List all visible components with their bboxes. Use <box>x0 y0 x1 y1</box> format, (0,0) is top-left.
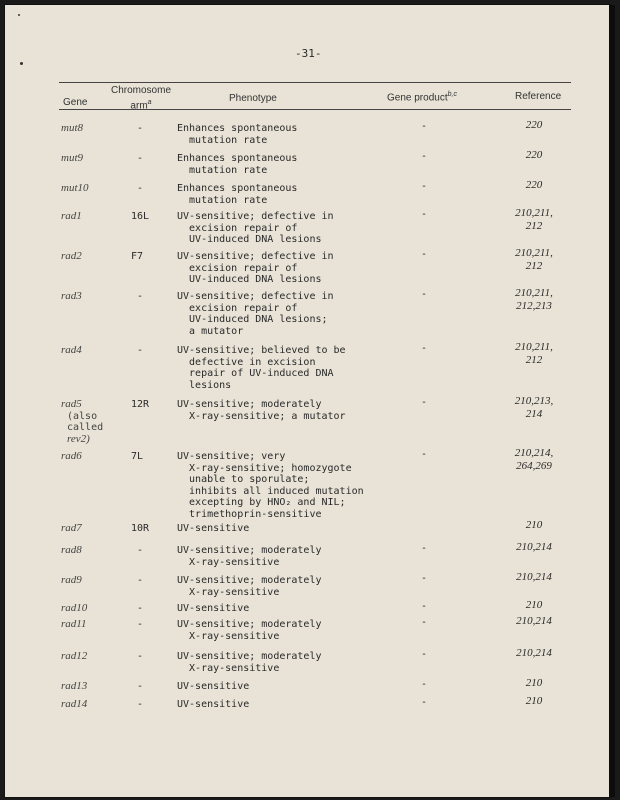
col-header-gene-product <box>387 91 457 103</box>
gene-product: - <box>421 289 428 300</box>
phenotype <box>177 651 322 674</box>
phenotype-line: Enhances spontaneous <box>177 183 298 194</box>
gene-name-line: rad10 <box>61 602 88 614</box>
col-header-product-label: Gene product <box>387 92 448 104</box>
phenotype <box>177 251 334 286</box>
reference-line: 210,214 <box>516 571 552 583</box>
gene-name-line: mut9 <box>61 152 83 164</box>
gene-product: - <box>421 249 428 260</box>
reference <box>503 571 565 584</box>
gene-name <box>61 211 82 223</box>
reference-line: 212 <box>525 219 543 232</box>
reference-line: 210 <box>525 695 543 707</box>
gene-name-line: rad2 <box>61 250 82 262</box>
gene-name-line: rad14 <box>61 698 88 710</box>
col-header-phenotype: Phenotype <box>229 93 277 104</box>
gene-name-line: rad4 <box>61 344 82 356</box>
phenotype <box>177 153 297 176</box>
phenotype-line: UV-induced DNA lesions; <box>177 314 328 325</box>
phenotype-line: UV-sensitive; defective in <box>177 211 334 222</box>
phenotype <box>177 211 334 246</box>
gene-product: - <box>421 449 428 460</box>
phenotype-line: UV-sensitive <box>177 523 250 534</box>
chromosome-arm: - <box>137 699 144 710</box>
chromosome-arm: - <box>137 123 144 134</box>
reference-line: 212,213 <box>516 299 552 312</box>
chromosome-arm: - <box>137 619 144 630</box>
gene-name-line: rad6 <box>61 450 82 462</box>
gene-name <box>61 123 83 135</box>
phenotype-line: UV-induced DNA lesions <box>177 234 322 245</box>
chromosome-arm: 10R <box>131 523 150 534</box>
phenotype-line: inhibits all induced mutation <box>177 485 364 497</box>
gene-name-line: rev2) <box>67 432 90 445</box>
gene-product: - <box>421 343 428 354</box>
phenotype-line: UV-induced DNA lesions <box>177 274 322 285</box>
reference-line: 220 <box>525 179 543 191</box>
gene-name <box>61 251 82 263</box>
gene-name <box>61 451 82 463</box>
punch-mark <box>18 14 20 16</box>
gene-product: - <box>421 617 428 628</box>
gene-name-line: rad12 <box>61 650 88 662</box>
gene-name-line: rad1 <box>61 210 82 222</box>
punch-mark <box>20 62 23 65</box>
reference-line: 210,211, <box>515 247 553 259</box>
gene-product: - <box>421 679 428 690</box>
reference <box>503 647 565 660</box>
phenotype-line: UV-sensitive; defective in <box>177 251 334 262</box>
chromosome-arm: F7 <box>131 251 144 262</box>
reference-line: 220 <box>525 149 543 161</box>
phenotype-line: UV-sensitive <box>177 603 250 614</box>
reference <box>503 541 565 554</box>
gene-product: - <box>421 601 428 612</box>
col-header-arm-line1: Chromosome <box>110 85 172 96</box>
gene-name <box>61 545 82 557</box>
reference-line: 210 <box>525 677 543 689</box>
reference <box>503 677 565 690</box>
gene-name <box>61 153 83 165</box>
chromosome-arm: - <box>137 183 144 194</box>
reference-line: 214 <box>525 407 543 420</box>
chromosome-arm: - <box>137 681 144 692</box>
phenotype <box>177 183 297 206</box>
chromosome-arm: - <box>137 291 144 302</box>
phenotype-line: UV-sensitive; moderately <box>177 619 322 630</box>
reference <box>503 599 565 612</box>
chromosome-arm: - <box>137 153 144 164</box>
table-header-rule <box>59 109 571 110</box>
gene-name-line: rad3 <box>61 290 82 302</box>
phenotype-line: mutation rate <box>177 194 268 206</box>
gene-product: - <box>421 543 428 554</box>
page-edge <box>609 5 615 797</box>
gene-name <box>61 183 89 195</box>
phenotype-line: X-ray-sensitive; a mutator <box>177 410 346 422</box>
reference-line: 210,211, <box>515 341 553 353</box>
gene-name <box>61 291 82 303</box>
reference-line: 210 <box>525 519 543 531</box>
gene-name <box>61 699 87 711</box>
phenotype <box>177 523 249 535</box>
gene-name-line: rad11 <box>61 618 87 630</box>
reference-line: 212 <box>525 259 543 272</box>
phenotype-line: UV-sensitive <box>177 699 250 710</box>
phenotype-line: trimethoprin-sensitive <box>177 508 322 520</box>
gene-name <box>61 619 86 631</box>
reference-line: 212 <box>525 353 543 366</box>
gene-product: - <box>421 697 428 708</box>
phenotype-line: lesions <box>177 379 232 391</box>
reference <box>503 119 565 132</box>
phenotype <box>177 603 249 615</box>
phenotype-line: UV-sensitive; believed to be <box>177 345 346 356</box>
phenotype <box>177 451 364 520</box>
phenotype <box>177 545 322 568</box>
phenotype-line: defective in excision <box>177 356 316 368</box>
phenotype-line: a mutator <box>177 325 244 337</box>
gene-name <box>61 399 103 445</box>
phenotype <box>177 575 322 598</box>
page-number: -31- <box>295 47 322 60</box>
phenotype-line: UV-sensitive <box>177 681 250 692</box>
gene-name-line: rad8 <box>61 544 82 556</box>
chromosome-arm: - <box>137 545 144 556</box>
gene-product: - <box>421 649 428 660</box>
phenotype-line: repair of UV-induced DNA <box>177 368 334 379</box>
gene-name <box>61 575 82 587</box>
gene-product: - <box>421 181 428 192</box>
phenotype-line: UV-sensitive; moderately <box>177 575 322 586</box>
chromosome-arm: - <box>137 651 144 662</box>
phenotype <box>177 291 334 337</box>
gene-name-line: called <box>67 422 104 433</box>
reference-line: 210,214 <box>516 615 552 627</box>
footnote-marker: b,c <box>447 91 457 98</box>
col-header-gene: Gene <box>63 97 88 108</box>
footnote-marker: a <box>147 99 152 106</box>
phenotype-line: mutation rate <box>177 164 268 176</box>
reference-line: 264,269 <box>516 459 552 472</box>
phenotype-line: excision repair of <box>177 262 298 274</box>
gene-name-line: rad7 <box>61 522 82 534</box>
phenotype <box>177 399 346 422</box>
reference <box>503 447 565 472</box>
reference <box>503 695 565 708</box>
phenotype-line: excepting by HNO₂ and NIL; <box>177 497 346 508</box>
phenotype-line: excision repair of <box>177 222 298 234</box>
col-header-arm-line2: arm <box>130 100 148 112</box>
gene-name-line: rad9 <box>61 574 82 586</box>
reference <box>503 615 565 628</box>
phenotype <box>177 123 297 146</box>
reference-line: 210,211, <box>515 207 553 219</box>
gene-product: - <box>421 151 428 162</box>
gene-name-line: mut8 <box>61 122 83 134</box>
phenotype-line: UV-sensitive; moderately <box>177 545 322 556</box>
reference <box>503 341 565 366</box>
chromosome-arm: 16L <box>131 211 150 222</box>
chromosome-arm: 7L <box>131 451 144 462</box>
gene-product: - <box>421 397 428 408</box>
gene-name-line: rad5 <box>61 398 82 410</box>
reference-line: 210,214 <box>516 541 552 553</box>
phenotype <box>177 619 322 642</box>
phenotype-line: X-ray-sensitive <box>177 556 280 568</box>
reference-line: 210 <box>525 599 543 611</box>
col-header-reference: Reference <box>515 91 562 102</box>
chromosome-arm: - <box>137 575 144 586</box>
phenotype-line: excision repair of <box>177 302 298 314</box>
reference-line: 210,214, <box>514 447 554 459</box>
reference <box>503 395 565 420</box>
gene-name <box>61 651 87 663</box>
phenotype-line: Enhances spontaneous <box>177 153 298 164</box>
phenotype-line: mutation rate <box>177 134 268 146</box>
reference <box>503 179 565 192</box>
chromosome-arm: 12R <box>131 399 150 410</box>
reference <box>503 207 565 232</box>
reference-line: 220 <box>525 119 543 131</box>
gene-name <box>61 681 87 693</box>
gene-name-line: mut10 <box>61 182 89 194</box>
gene-name <box>61 345 82 357</box>
phenotype <box>177 345 346 391</box>
phenotype-line: Enhances spontaneous <box>177 123 298 134</box>
phenotype-line: X-ray-sensitive <box>177 662 280 674</box>
gene-name-line: (also <box>67 410 98 422</box>
phenotype-line: X-ray-sensitive <box>177 586 280 598</box>
phenotype-line: UV-sensitive; moderately <box>177 399 322 410</box>
chromosome-arm: - <box>137 345 144 356</box>
document-page <box>4 4 612 798</box>
phenotype-line: unable to sporulate; <box>177 474 310 485</box>
table-top-rule <box>59 82 571 83</box>
reference <box>503 149 565 162</box>
reference <box>503 287 565 312</box>
gene-product: - <box>421 121 428 132</box>
phenotype <box>177 699 249 711</box>
reference-line: 210,213, <box>514 395 554 407</box>
gene-name <box>61 523 82 535</box>
phenotype-line: X-ray-sensitive <box>177 630 280 642</box>
chromosome-arm: - <box>137 603 144 614</box>
gene-product: - <box>421 209 428 220</box>
phenotype-line: UV-sensitive; defective in <box>177 291 334 302</box>
reference-line: 210,211, <box>515 287 553 299</box>
phenotype <box>177 681 249 693</box>
gene-name-line: rad13 <box>61 680 88 692</box>
gene-name <box>61 603 87 615</box>
gene-product: - <box>421 573 428 584</box>
reference <box>503 519 565 532</box>
phenotype-line: UV-sensitive; very <box>177 451 286 462</box>
reference <box>503 247 565 272</box>
phenotype-line: UV-sensitive; moderately <box>177 651 322 662</box>
reference-line: 210,214 <box>516 647 552 659</box>
phenotype-line: X-ray-sensitive; homozygote <box>177 462 352 474</box>
